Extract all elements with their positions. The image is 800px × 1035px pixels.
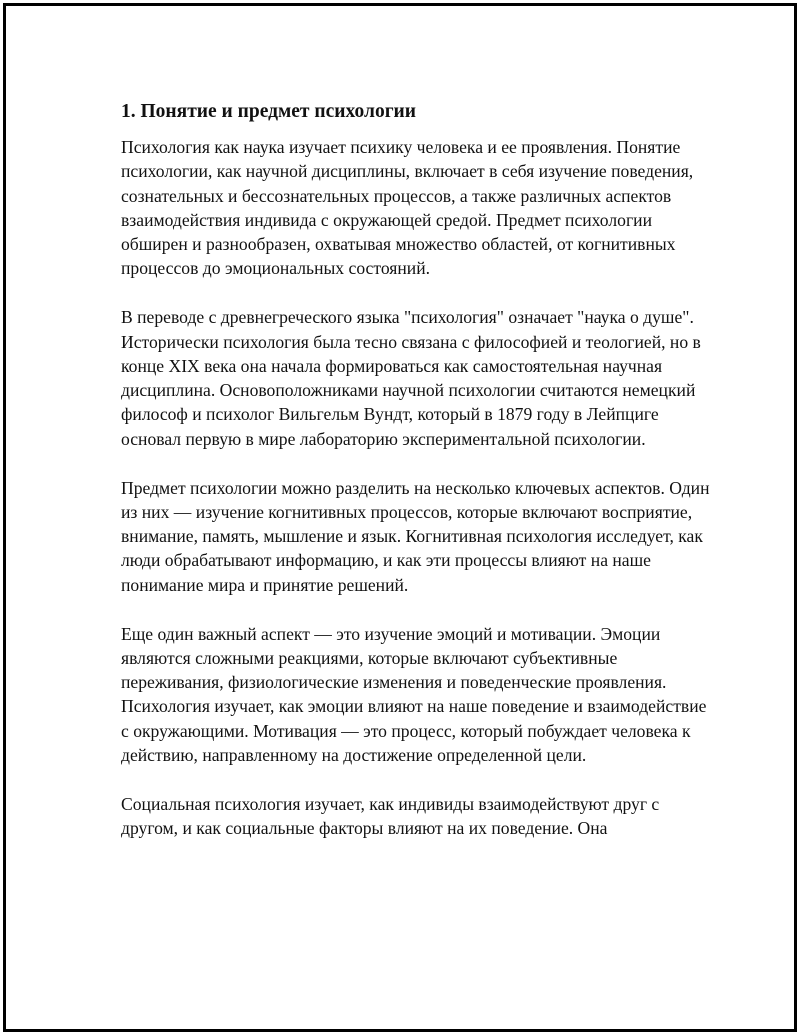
paragraph-3: Предмет психологии можно разделить на несколько ключевых аспектов. Один из них — изучение когнитивных процессов, которые включают восприятие, внимание, память, мышление и язык. Когнитивная психология исследует, как люди обрабатывают информацию, и как эти процессы влияют на наше понимание мира и принятие решений. [121, 477, 710, 595]
paragraph-4: Еще один важный аспект — это изучение эмоций и мотивации. Эмоции являются сложными реакциями, которые включают субъективные переживания, физиологические изменения и поведенческие проявления. Психология изучает, как эмоции влияют на наше поведение и взаимодействие с окружающими. Мотивация — это процесс, который побуждает человека к действию, направленному на достижение определенной цели. [121, 623, 707, 766]
paragraph-1: Психология как наука изучает психику человека и ее проявления. Понятие психологии, как научной дисциплины, включает в себя изучение поведения, сознательных и бессознательных процессов, а также различных аспектов взаимодействия индивида с окружающей средой. Предмет психологии обширен и разнообразен, охватывая множество областей, от когнитивных процессов до эмоциональных состояний. [121, 137, 694, 279]
section-heading: 1. Понятие и предмет психологии [121, 101, 417, 122]
document-body [121, 99, 711, 840]
page-frame [3, 3, 797, 1032]
paragraph-5: Социальная психология изучает, как индивиды взаимодействуют друг с другом, и как социальные факторы влияют на их поведение. Она [121, 793, 660, 839]
paragraph-2: В переводе с древнегреческого языка "психология" означает "наука о душе". Исторически психология была тесно связана с философией и теологией, но в конце XIX века она начала формироваться как самостоятельная научная дисциплина. Основоположниками научной психологии считаются немецкий философ и психолог Вильгельм Вундт, который в 1879 году в Лейпциге основал первую в мире лабораторию экспериментальной психологии. [121, 307, 701, 449]
